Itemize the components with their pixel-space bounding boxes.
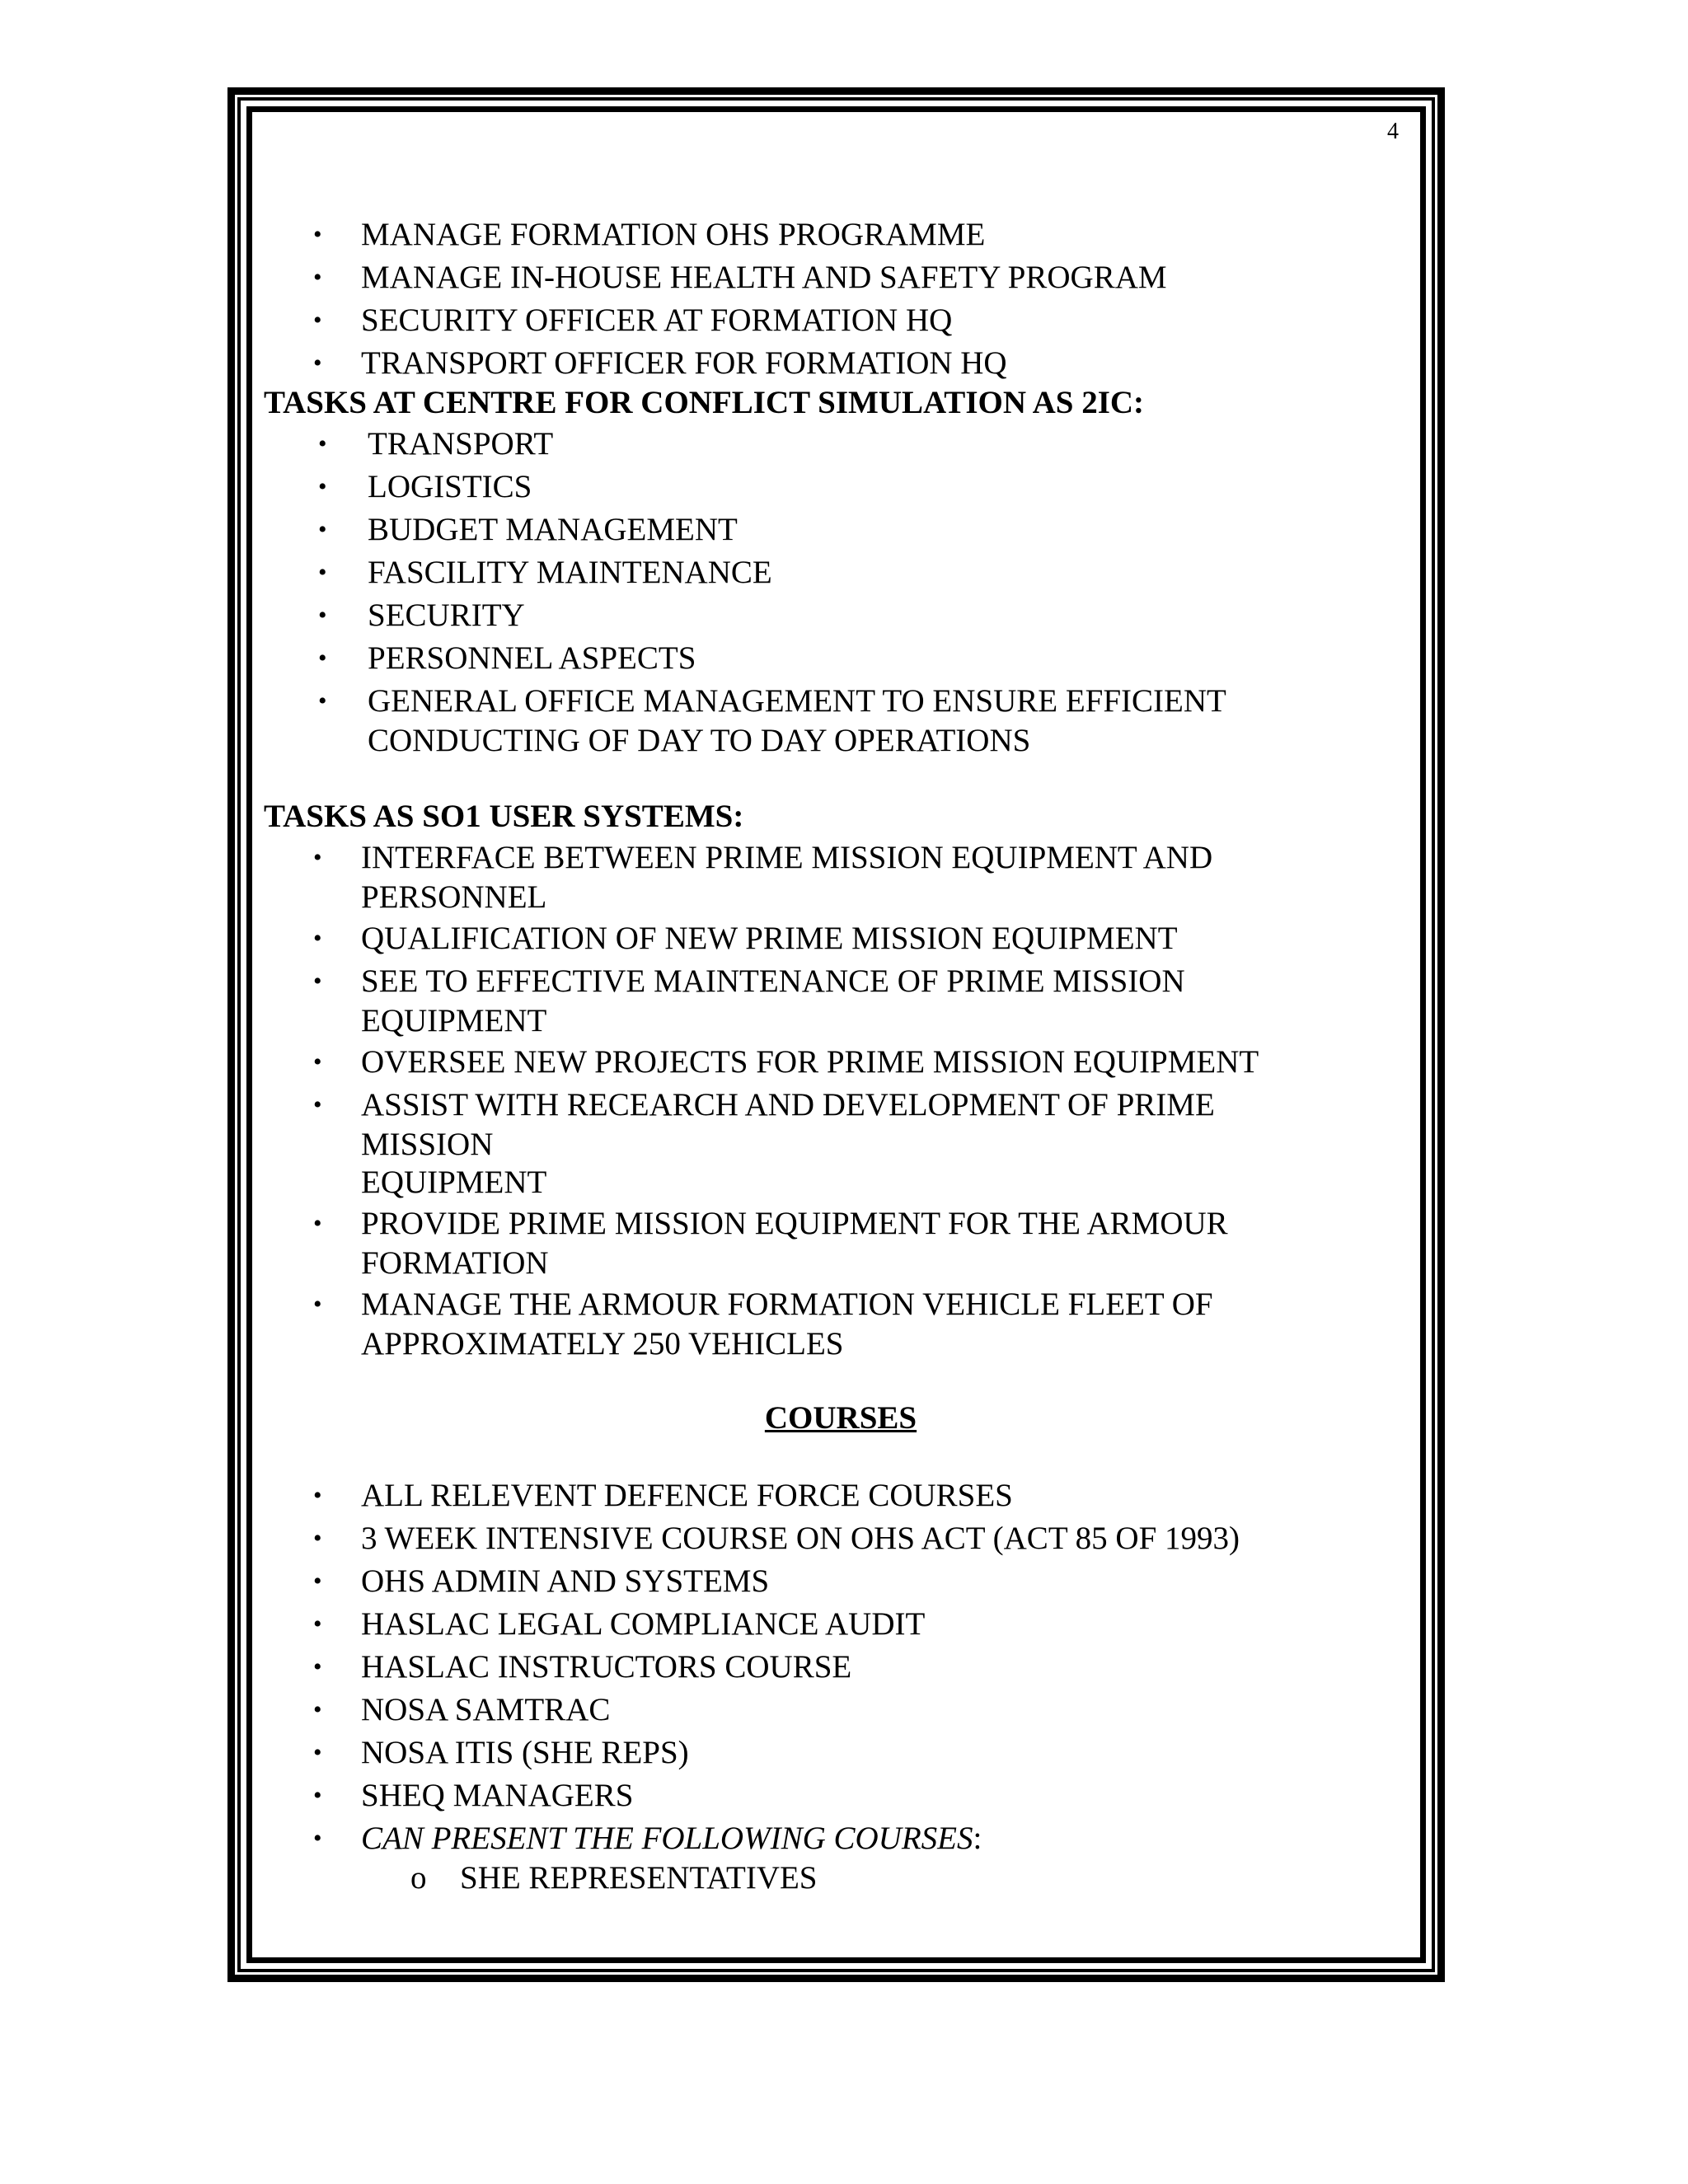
bullet-icon: • <box>313 1525 322 1552</box>
section-heading-so1: TASKS AS SO1 USER SYSTEMS: <box>264 799 744 834</box>
list-item-continuation: EQUIPMENT <box>361 1003 547 1038</box>
course-item: NOSA SAMTRAC <box>361 1692 611 1727</box>
list-item: SEE TO EFFECTIVE MAINTENANCE OF PRIME MISSION <box>361 963 1185 999</box>
list-item: ASSIST WITH RECEARCH AND DEVELOPMENT OF PRIME <box>361 1087 1215 1122</box>
sub-bullet-icon: o <box>410 1860 427 1896</box>
bullet-icon: • <box>318 430 327 457</box>
list-item: PROVIDE PRIME MISSION EQUIPMENT FOR THE ARMOUR <box>361 1206 1228 1241</box>
bullet-icon: • <box>313 349 322 377</box>
list-item: BUDGET MANAGEMENT <box>368 512 738 547</box>
list-item-continuation: FORMATION <box>361 1245 549 1281</box>
bullet-icon: • <box>318 473 327 500</box>
present-label: CAN PRESENT THE FOLLOWING COURSES <box>361 1821 973 1856</box>
bullet-icon: • <box>313 264 322 291</box>
bullet-icon: • <box>313 1782 322 1809</box>
bullet-icon: • <box>313 1696 322 1723</box>
bullet-icon: • <box>318 644 327 672</box>
bullet-icon: • <box>318 516 327 543</box>
bullet-icon: • <box>318 602 327 629</box>
course-item: SHEQ MANAGERS <box>361 1778 634 1813</box>
course-item: NOSA ITIS (SHE REPS) <box>361 1735 689 1770</box>
list-item: TRANSPORT OFFICER FOR FORMATION HQ <box>361 345 1007 381</box>
course-item: OHS ADMIN AND SYSTEMS <box>361 1563 770 1599</box>
list-item-continuation: MISSION <box>361 1127 494 1162</box>
course-item-present <box>361 1820 982 1858</box>
bullet-icon: • <box>313 844 322 871</box>
list-item: SECURITY <box>368 598 525 633</box>
bullet-icon: • <box>313 1610 322 1638</box>
list-item: MANAGE FORMATION OHS PROGRAMME <box>361 217 986 252</box>
bullet-icon: • <box>313 1568 322 1595</box>
list-item: SECURITY OFFICER AT FORMATION HQ <box>361 302 953 338</box>
bullet-icon: • <box>313 1091 322 1118</box>
list-item: LOGISTICS <box>368 469 532 504</box>
sub-course-item: SHE REPRESENTATIVES <box>460 1860 818 1896</box>
list-item: QUALIFICATION OF NEW PRIME MISSION EQUIPMENT <box>361 921 1178 956</box>
list-item: FASCILITY MAINTENANCE <box>368 555 772 590</box>
bullet-icon: • <box>318 687 327 715</box>
bullet-icon: • <box>313 968 322 995</box>
course-item: ALL RELEVENT DEFENCE FORCE COURSES <box>361 1478 1013 1513</box>
section-heading-ccs: TASKS AT CENTRE FOR CONFLICT SIMULATION AS 2IC: <box>264 385 1145 420</box>
bullet-icon: • <box>313 1048 322 1076</box>
present-colon: : <box>973 1821 982 1856</box>
courses-title: COURSES <box>764 1400 917 1436</box>
bullet-icon: • <box>313 307 322 334</box>
course-item: HASLAC INSTRUCTORS COURSE <box>361 1649 852 1685</box>
list-item: MANAGE IN-HOUSE HEALTH AND SAFETY PROGRAM <box>361 260 1167 295</box>
list-item: OVERSEE NEW PROJECTS FOR PRIME MISSION EQUIPMENT <box>361 1044 1259 1080</box>
bullet-icon: • <box>313 1482 322 1509</box>
list-item: GENERAL OFFICE MANAGEMENT TO ENSURE EFFICIENT <box>368 683 1226 719</box>
course-item: HASLAC LEGAL COMPLIANCE AUDIT <box>361 1606 926 1642</box>
list-item: MANAGE THE ARMOUR FORMATION VEHICLE FLEET OF <box>361 1286 1213 1322</box>
bullet-icon: • <box>313 1210 322 1237</box>
bullet-icon: • <box>313 1825 322 1852</box>
bullet-icon: • <box>313 925 322 952</box>
page-number: 4 <box>1387 119 1399 144</box>
bullet-icon: • <box>313 1739 322 1766</box>
list-item-continuation: PERSONNEL <box>361 879 547 915</box>
bullet-icon: • <box>318 559 327 586</box>
bullet-icon: • <box>313 1653 322 1680</box>
list-item-continuation: EQUIPMENT <box>361 1165 547 1200</box>
bullet-icon: • <box>313 1291 322 1318</box>
list-item: PERSONNEL ASPECTS <box>368 640 696 676</box>
list-item-continuation: CONDUCTING OF DAY TO DAY OPERATIONS <box>368 723 1031 758</box>
bullet-icon: • <box>313 221 322 248</box>
list-item-continuation: APPROXIMATELY 250 VEHICLES <box>361 1326 844 1361</box>
course-item: 3 WEEK INTENSIVE COURSE ON OHS ACT (ACT 85 OF 1993) <box>361 1521 1240 1556</box>
list-item: TRANSPORT <box>368 426 554 462</box>
list-item: INTERFACE BETWEEN PRIME MISSION EQUIPMENT AND <box>361 840 1213 875</box>
